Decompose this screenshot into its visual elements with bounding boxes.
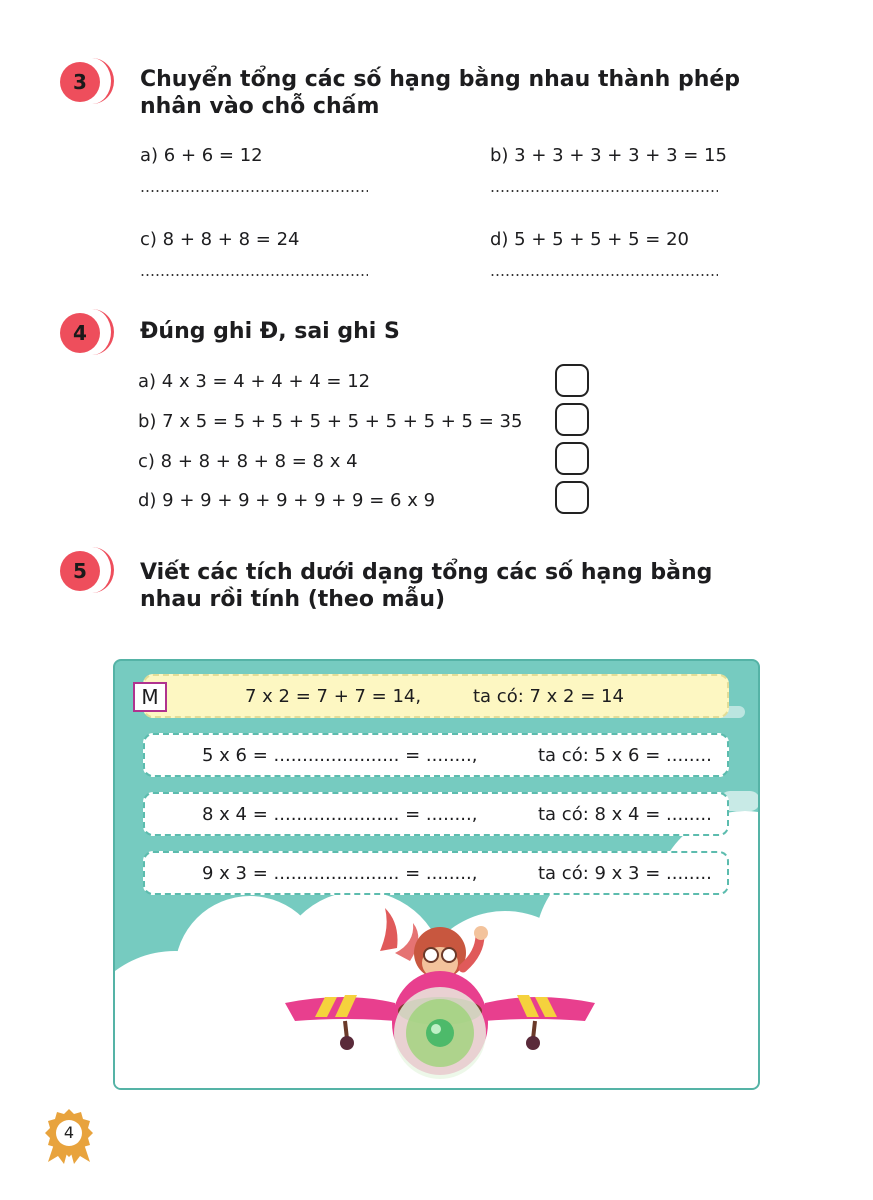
section-4-title: Đúng ghi Đ, sai ghi S <box>140 319 400 344</box>
task-left[interactable]: 8 x 4 = ...................... = ........, <box>202 803 478 825</box>
statement-4a: a) 4 x 3 = 4 + 4 + 4 = 12 <box>138 371 371 392</box>
sample-left: 7 x 2 = 7 + 7 = 14, <box>245 685 422 707</box>
statement-4b: b) 7 x 5 = 5 + 5 + 5 + 5 + 5 + 5 + 5 = 35 <box>138 411 523 432</box>
answer-line-3b[interactable] <box>490 190 718 192</box>
task-left[interactable]: 5 x 6 = ...................... = ........, <box>202 744 478 766</box>
statement-4d: d) 9 + 9 + 9 + 9 + 9 + 9 = 6 x 9 <box>138 490 436 511</box>
answer-line-3d[interactable] <box>490 274 718 276</box>
badge-arc <box>70 309 114 355</box>
page-number: 4 <box>63 1123 75 1142</box>
exercise-3d: d) 5 + 5 + 5 + 5 = 20 <box>490 229 689 250</box>
badge-arc <box>70 58 114 104</box>
section-3-badge <box>60 58 120 106</box>
sample-label: M <box>133 682 167 712</box>
answer-box-4a[interactable] <box>555 364 589 397</box>
airplane-illustration <box>285 893 595 1090</box>
exercise-3a: a) 6 + 6 = 12 <box>140 145 263 166</box>
task-right[interactable]: ta có: 8 x 4 = ........ <box>538 803 712 825</box>
task-row <box>143 733 729 777</box>
section-4-badge <box>60 309 120 357</box>
exercise-panel <box>113 659 760 1090</box>
task-right[interactable]: ta có: 5 x 6 = ........ <box>538 744 712 766</box>
task-row <box>143 851 729 895</box>
answer-box-4b[interactable] <box>555 403 589 436</box>
exercise-3c: c) 8 + 8 + 8 = 24 <box>140 229 300 250</box>
badge-arc <box>70 547 114 593</box>
sample-row <box>143 674 729 718</box>
answer-line-3c[interactable] <box>140 274 368 276</box>
task-left[interactable]: 9 x 3 = ...................... = ........, <box>202 862 478 884</box>
section-3-title: Chuyển tổng các số hạng bằng nhau thành phép nhân vào chỗ chấm <box>140 67 741 119</box>
section-number: 4 <box>60 313 100 353</box>
answer-box-4c[interactable] <box>555 442 589 475</box>
answer-box-4d[interactable] <box>555 481 589 514</box>
task-right[interactable]: ta có: 9 x 3 = ........ <box>538 862 712 884</box>
section-5-badge <box>60 547 120 595</box>
exercise-3b: b) 3 + 3 + 3 + 3 + 3 = 15 <box>490 145 727 166</box>
task-row <box>143 792 729 836</box>
sample-right: ta có: 7 x 2 = 14 <box>473 685 624 707</box>
statement-4c: c) 8 + 8 + 8 + 8 = 8 x 4 <box>138 451 358 472</box>
answer-line-3a[interactable] <box>140 190 368 192</box>
section-number: 5 <box>60 551 100 591</box>
section-number: 3 <box>60 62 100 102</box>
section-5-title: Viết các tích dưới dạng tổng các số hạng bằng nhau rồi tính (theo mẫu) <box>140 560 713 612</box>
